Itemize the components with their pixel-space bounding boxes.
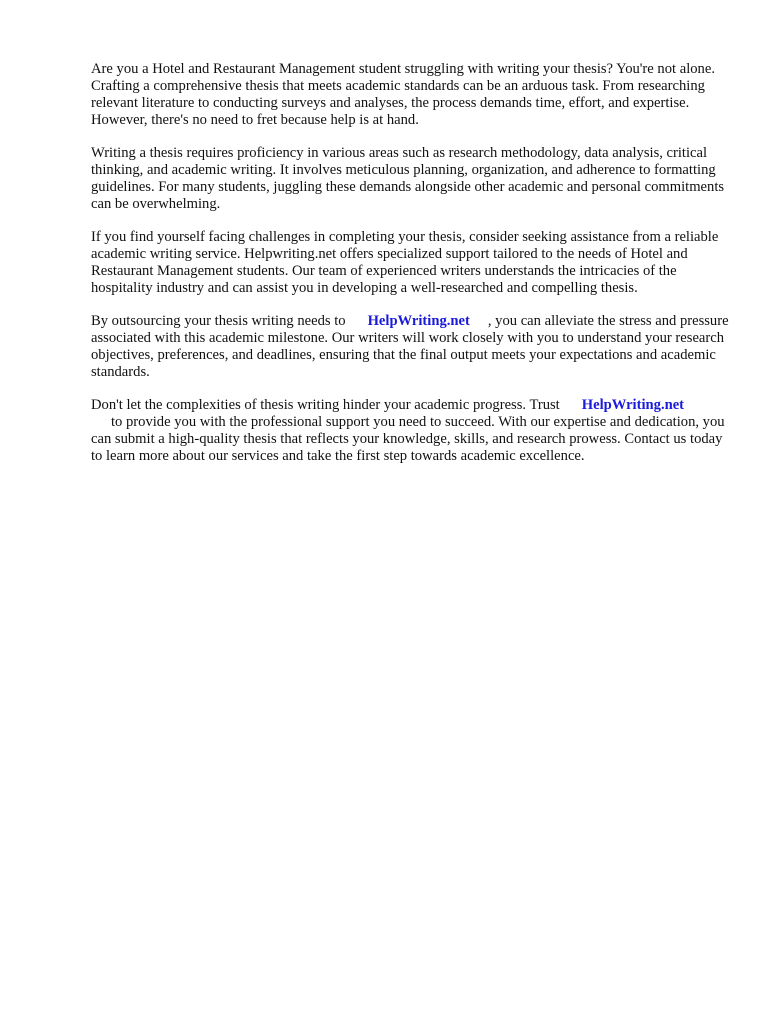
helpwriting-link[interactable]: HelpWriting.net <box>367 313 470 329</box>
paragraph-requirements: Writing a thesis requires proficiency in various areas such as research methodology, data analysis, critical thinking, and academic writing. It involves meticulous planning, organization, and adherence to formatting guidelines. For many students, juggling these demands alongside other academic and personal commitments can be overwhelming. <box>91 145 725 212</box>
paragraph-intro: Are you a Hotel and Restaurant Management student struggling with writing your thesis? You're not alone. Crafting a comprehensive thesis that meets academic standards can be an arduous task. From researching relevant literature to conducting surveys and analyses, the process demands time, effort, and expertise. However, there's no need to fret because help is at hand. <box>91 61 715 128</box>
paragraph-outsourcing <box>91 313 731 381</box>
paragraph-trust-text-end: to provide you with the professional support you need to succeed. With our expertise and dedication, you can submit a high-quality thesis that reflects your knowledge, skills, and research prowess. Contact us today to learn more about our services and take the first step towards academic excellence. <box>91 414 725 464</box>
helpwriting-link-2[interactable]: HelpWriting.net <box>581 397 685 413</box>
paragraph-outsourcing-text-start: By outsourcing your thesis writing needs to <box>91 313 346 329</box>
paragraph-trust <box>91 397 731 465</box>
paragraph-trust-text-start: Don't let the complexities of thesis writing hinder your academic progress. Trust <box>91 397 560 413</box>
document-body <box>91 61 731 481</box>
paragraph-assistance: If you find yourself facing challenges in completing your thesis, consider seeking assistance from a reliable academic writing service. Helpwriting.net offers specialized support tailored to the needs of Hotel and Restaurant Management students. Our team of experienced writers understands the intricacies of the hospitality industry and can assist you in developing a well-researched and compelling thesis. <box>91 229 719 296</box>
paragraph-outsourcing-text-end: , you can alleviate the stress and pressure associated with this academic milestone. Our writers will work closely with you to understand your research objectives, preferences, and deadlines, ensuring that the final output meets your expectations and academic standards. <box>91 313 729 380</box>
